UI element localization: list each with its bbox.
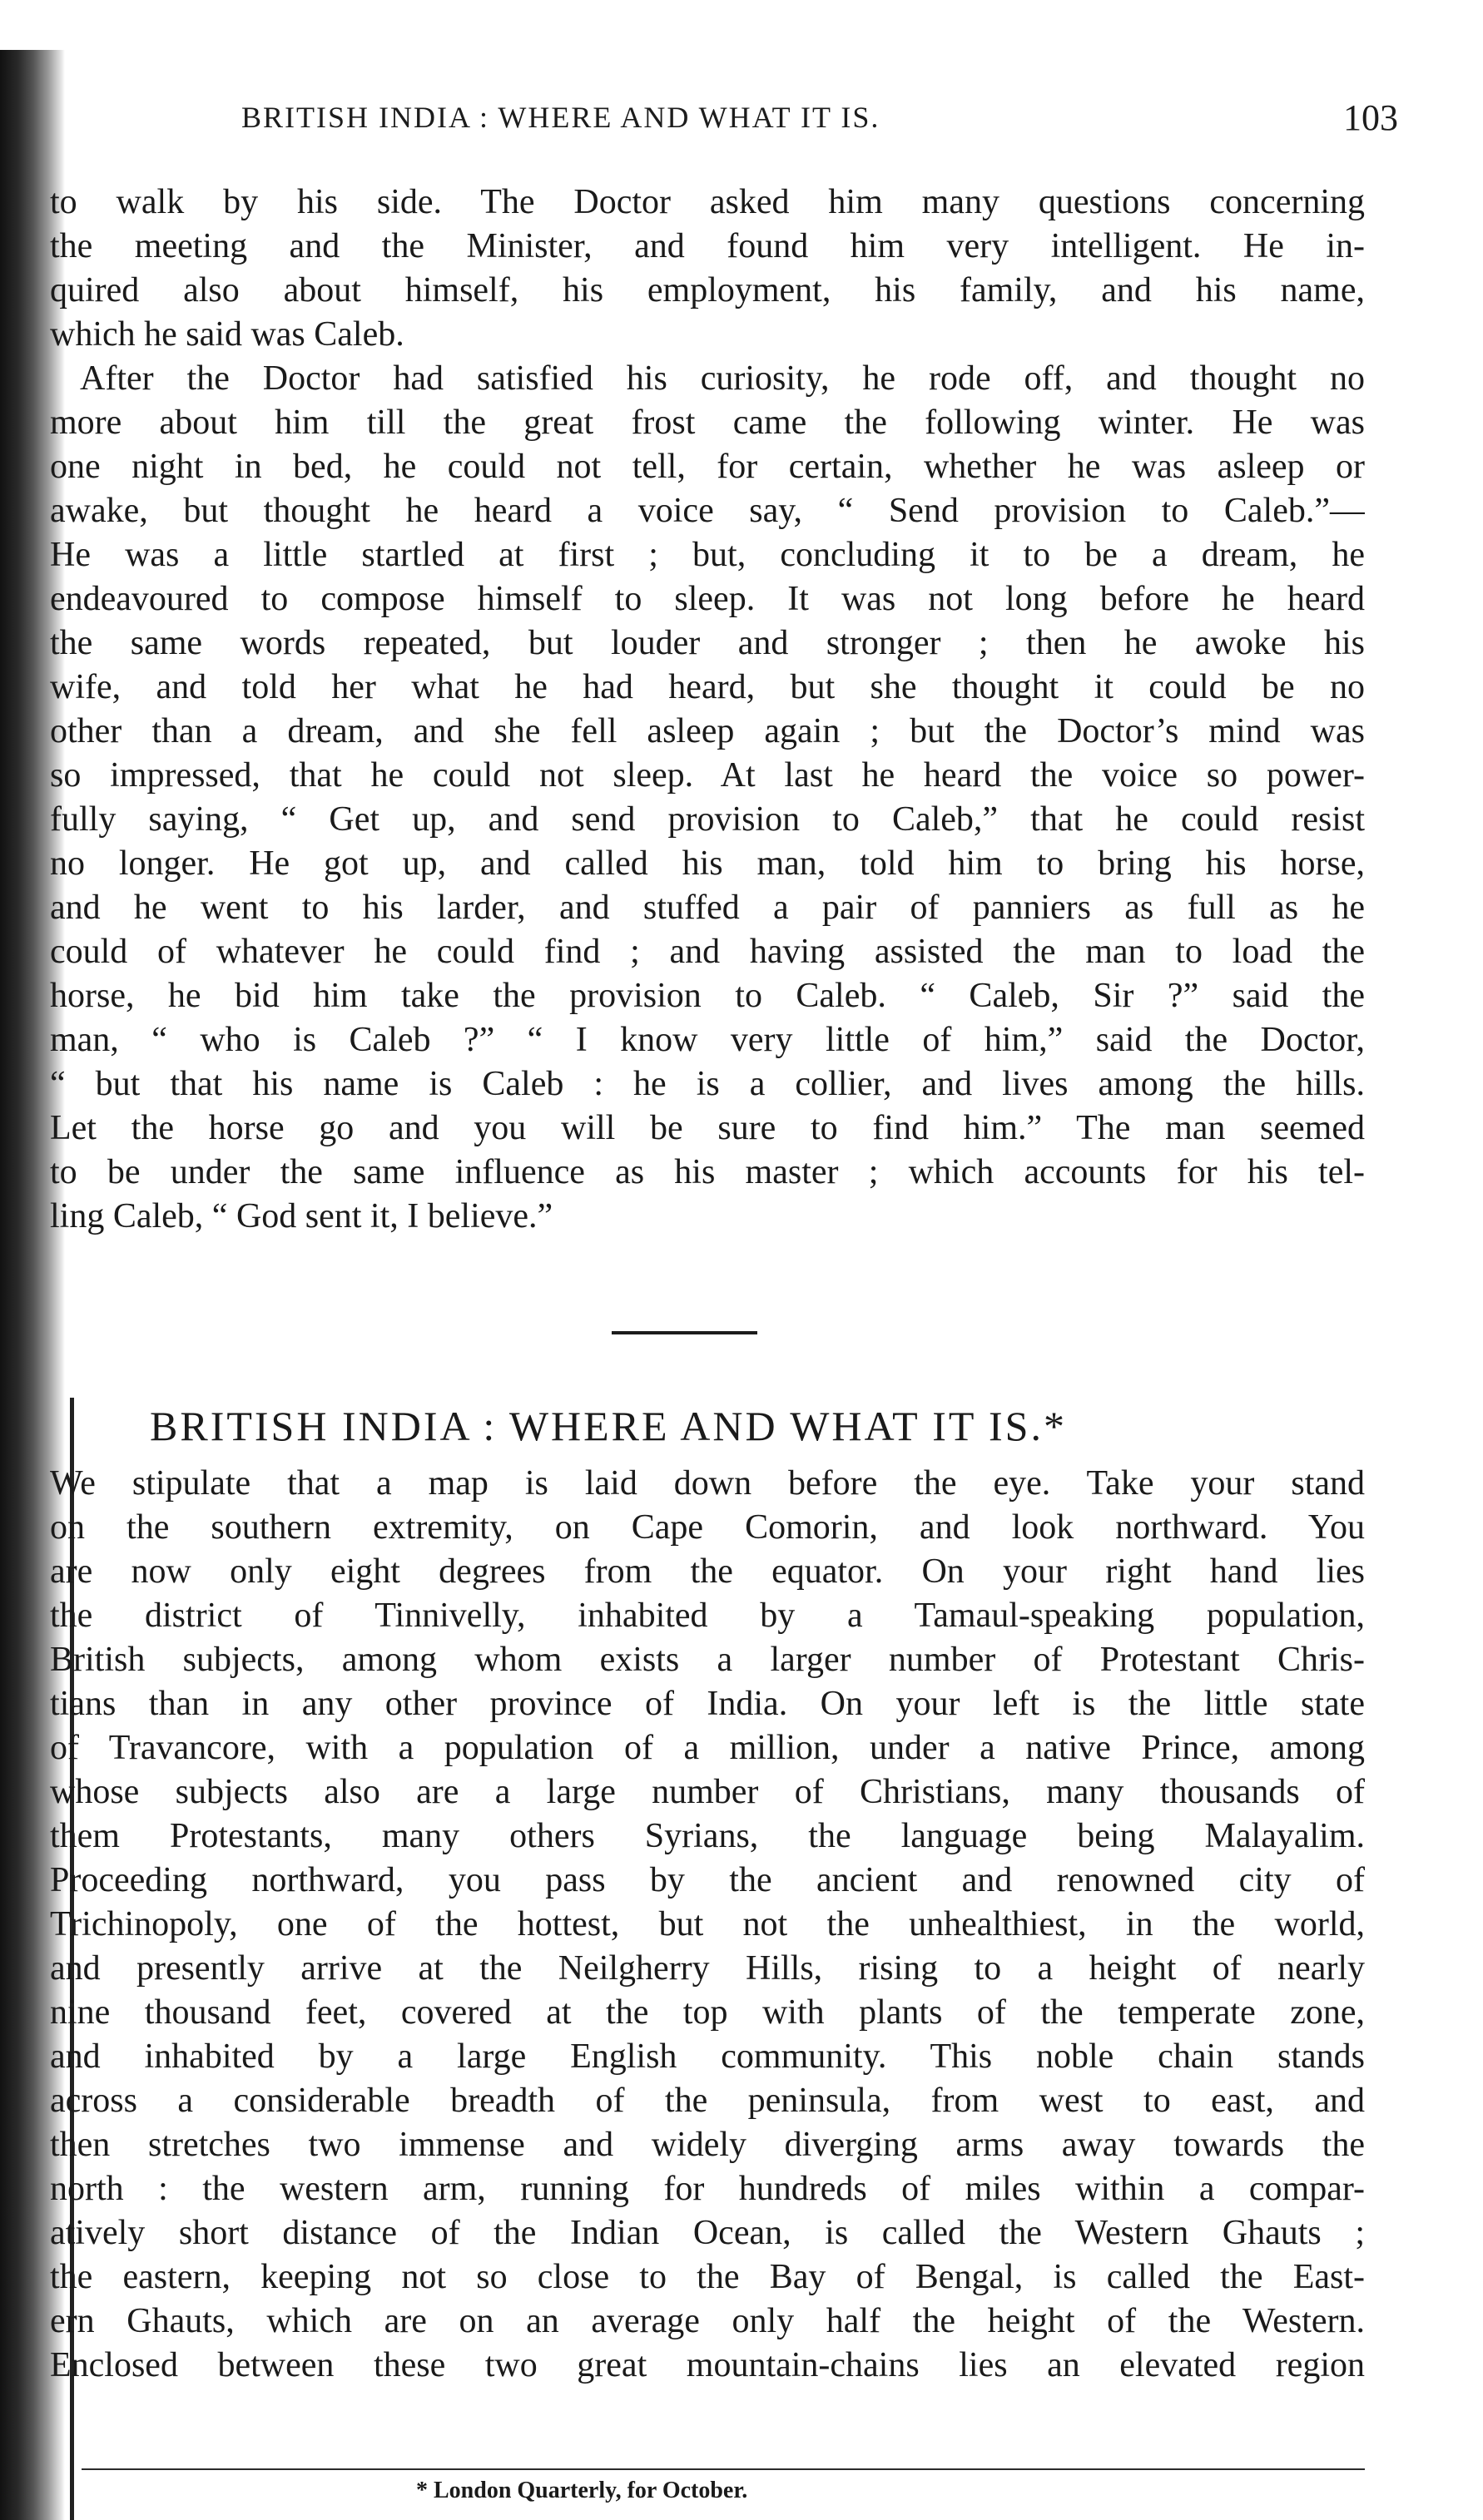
article-line: the eastern, keeping not so close to the Bay of Bengal, is called the East- <box>50 2258 1365 2296</box>
story-line: to be under the same influence as his master ; which accounts for his tel- <box>50 1153 1365 1191</box>
article-line: of Travancore, with a population of a million, under a native Prince, among <box>50 1729 1365 1767</box>
article-line: British subjects, among whom exists a larger number of Protestant Chris- <box>50 1641 1365 1679</box>
story-text-block <box>50 181 1365 1239</box>
article-line: whose subjects also are a large number of Christians, many thousands of <box>50 1773 1365 1811</box>
section-divider <box>612 1331 757 1334</box>
article-text-block <box>50 1462 1365 2388</box>
story-line: which he said was Caleb. <box>50 315 404 354</box>
article-line: across a considerable breadth of the peninsula, from west to east, and <box>50 2082 1365 2120</box>
article-line: the district of Tinnivelly, inhabited by a Tamaul-speaking population, <box>50 1597 1365 1635</box>
story-line: man, “ who is Caleb ?” “ I know very little of him,” said the Doctor, <box>50 1021 1365 1059</box>
footnote-rule <box>82 2468 1365 2470</box>
article-line: on the southern extremity, on Cape Comorin, and look northward. You <box>50 1508 1365 1547</box>
article-line: north : the western arm, running for hundreds of miles within a compar- <box>50 2170 1365 2208</box>
story-line: to walk by his side. The Doctor asked him many questions concerning <box>50 183 1365 221</box>
story-line: other than a dream, and she fell asleep again ; but the Doctor’s mind was <box>50 712 1365 750</box>
article-line: then stretches two immense and widely diverging arms away towards the <box>50 2126 1365 2164</box>
article-line: and presently arrive at the Neilgherry Hills, rising to a height of nearly <box>50 1949 1365 1988</box>
story-line: endeavoured to compose himself to sleep. It was not long before he heard <box>50 580 1365 618</box>
story-line: so impressed, that he could not sleep. At last he heard the voice so power- <box>50 756 1365 795</box>
story-line: He was a little startled at first ; but, concluding it to be a dream, he <box>50 536 1365 574</box>
story-line: ling Caleb, “ God sent it, I believe.” <box>50 1197 553 1235</box>
article-line: tians than in any other province of India. On your left is the little state <box>50 1685 1365 1723</box>
story-line: more about him till the great frost came the following winter. He was <box>50 403 1365 442</box>
story-line: could of whatever he could find ; and having assisted the man to load the <box>50 933 1365 971</box>
story-line: fully saying, “ Get up, and send provision to Caleb,” that he could resist <box>50 800 1365 839</box>
article-line: ern Ghauts, which are on an average only half the height of the Western. <box>50 2302 1365 2340</box>
story-line: horse, he bid him take the provision to Caleb. “ Caleb, Sir ?” said the <box>50 977 1365 1015</box>
article-line: are now only eight degrees from the equator. On your right hand lies <box>50 1552 1365 1591</box>
story-line: After the Doctor had satisfied his curiosity, he rode off, and thought no <box>80 359 1365 398</box>
story-line: the same words repeated, but louder and stronger ; then he awoke his <box>50 624 1365 662</box>
story-line: and he went to his larder, and stuffed a pair of panniers as full as he <box>50 889 1365 927</box>
article-line: and inhabited by a large English community. This noble chain stands <box>50 2037 1365 2076</box>
story-line: Let the horse go and you will be sure to find him.” The man seemed <box>50 1109 1365 1147</box>
story-line: quired also about himself, his employment, his family, and his name, <box>50 271 1365 309</box>
article-line: Trichinopoly, one of the hottest, but not the unhealthiest, in the world, <box>50 1905 1365 1943</box>
article-title: BRITISH INDIA : WHERE AND WHAT IT IS.* <box>150 1403 1067 1449</box>
article-line: Proceeding northward, you pass by the ancient and renowned city of <box>50 1861 1365 1899</box>
article-line: We stipulate that a map is laid down before the eye. Take your stand <box>50 1464 1365 1503</box>
story-line: awake, but thought he heard a voice say, “ Send provision to Caleb.”— <box>50 492 1365 530</box>
story-line: “ but that his name is Caleb : he is a collier, and lives among the hills. <box>50 1065 1365 1103</box>
page-number: 103 <box>1343 97 1398 138</box>
article-line: them Protestants, many others Syrians, the language being Malayalim. <box>50 1817 1365 1855</box>
story-line: no longer. He got up, and called his man, told him to bring his horse, <box>50 844 1365 883</box>
article-line: nine thousand feet, covered at the top with plants of the temperate zone, <box>50 1993 1365 2032</box>
running-head: BRITISH INDIA : WHERE AND WHAT IT IS. <box>241 101 880 134</box>
story-line: wife, and told her what he had heard, but she thought it could be no <box>50 668 1365 706</box>
article-line: atively short distance of the Indian Ocean, is called the Western Ghauts ; <box>50 2214 1365 2252</box>
story-line: one night in bed, he could not tell, for certain, whether he was asleep or <box>50 448 1365 486</box>
footnote: * London Quarterly, for October. <box>416 2478 748 2503</box>
article-line: Enclosed between these two great mountain-chains lies an elevated region <box>50 2346 1365 2384</box>
story-line: the meeting and the Minister, and found him very intelligent. He in- <box>50 227 1365 265</box>
